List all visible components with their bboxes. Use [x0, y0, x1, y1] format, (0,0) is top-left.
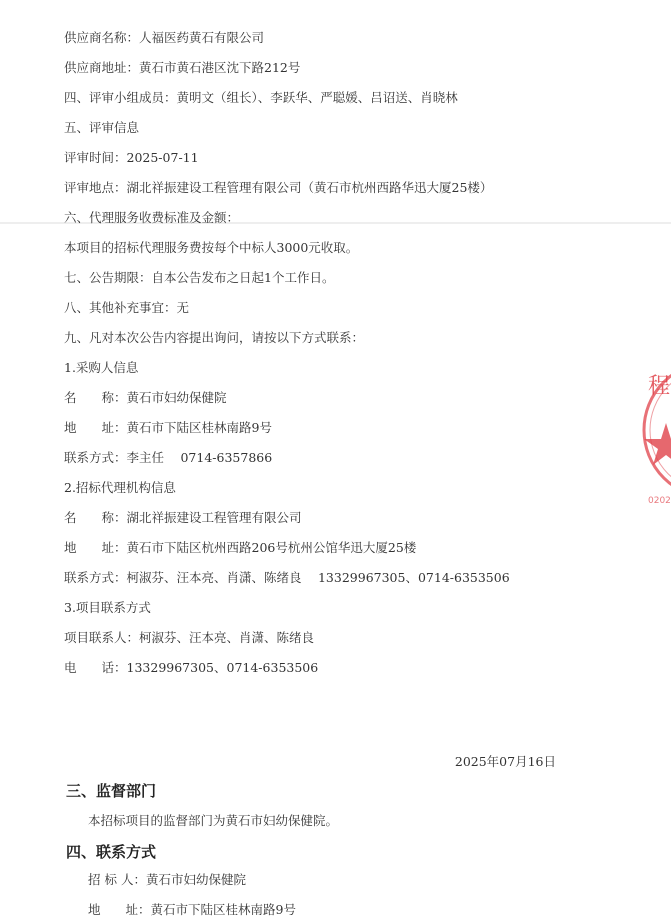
other-matters: 八、其他补充事宜：无: [64, 300, 190, 315]
agency-info-title: 2.招标代理机构信息: [64, 480, 176, 495]
review-info-heading: 五、评审信息: [64, 120, 140, 135]
buyer-address-row: [64, 420, 272, 436]
agency-address: 黄石市下陆区杭州西路206号杭州公馆华迅大厦25楼: [126, 540, 417, 555]
agency-name: 湖北祥振建设工程管理有限公司: [126, 510, 302, 525]
project-phone-row: [64, 660, 318, 676]
tenderer-row: [88, 872, 246, 888]
seal-character: 程: [648, 374, 671, 399]
buyer-address-label: 地 址：: [64, 420, 127, 435]
buyer-name-label: 名 称：: [64, 390, 127, 405]
tenderer-address-row: [88, 902, 296, 918]
agency-contact: 联系方式：柯淑芬、汪本亮、肖潇、陈绪良 13329967305、0714-6353506: [64, 570, 510, 585]
agency-name-label: 名 称：: [64, 510, 127, 525]
supplier-name: 供应商名称：人福医药黄石有限公司: [64, 30, 265, 45]
buyer-info-title: 1.采购人信息: [64, 360, 139, 375]
seal-stamp-icon: [640, 355, 671, 505]
tenderer-address-label: 地 址：: [88, 902, 151, 917]
buyer-name-row: [64, 390, 227, 406]
review-time: 评审时间：2025-07-11: [64, 150, 199, 165]
review-panel-members: 四、评审小组成员：黄明文（组长）、李跃华、严聪媛、吕诏送、肖晓林: [64, 90, 458, 105]
agency-address-row: [64, 540, 416, 556]
announcement-date: 2025年07月16日: [454, 754, 556, 769]
agency-name-row: [64, 510, 302, 526]
phone-label: 电 话：: [64, 660, 127, 675]
tenderer-address: 黄石市下陆区桂林南路9号: [150, 902, 296, 917]
tenderer-label: 招 标 人：: [88, 872, 146, 887]
buyer-name: 黄石市妇幼保健院: [126, 390, 227, 405]
review-place: 评审地点：湖北祥振建设工程管理有限公司（黄石市杭州西路华迅大厦25楼）: [64, 180, 493, 195]
project-contact-title: 3.项目联系方式: [64, 600, 151, 615]
seal-code: 0202: [648, 496, 671, 505]
inquiry-heading: 九、凡对本次公告内容提出询问，请按以下方式联系：: [64, 330, 365, 345]
contact-heading: 四、联系方式: [66, 843, 157, 861]
supplier-address: 供应商地址：黄石市黄石港区沈下路212号: [64, 60, 301, 75]
supervision-text: 本招标项目的监督部门为黄石市妇幼保健院。: [88, 813, 339, 828]
tenderer-name: 黄石市妇幼保健院: [145, 872, 246, 887]
project-contact-persons: 项目联系人：柯淑芬、汪本亮、肖潇、陈绪良: [64, 630, 315, 645]
supervision-heading: 三、监督部门: [66, 782, 157, 800]
agency-address-label: 地 址：: [64, 540, 127, 555]
buyer-address: 黄石市下陆区桂林南路9号: [126, 420, 272, 435]
official-seal: [640, 355, 671, 505]
fee-standard-heading: 六、代理服务收费标准及金额：: [64, 210, 240, 225]
notice-period: 七、公告期限：自本公告发布之日起1个工作日。: [64, 270, 335, 285]
agency-fee: 本项目的招标代理服务费按每个中标人3000元收取。: [64, 240, 359, 255]
buyer-contact: 联系方式：李主任 0714-6357866: [64, 450, 273, 465]
phone-numbers: 13329967305、0714-6353506: [126, 660, 319, 675]
